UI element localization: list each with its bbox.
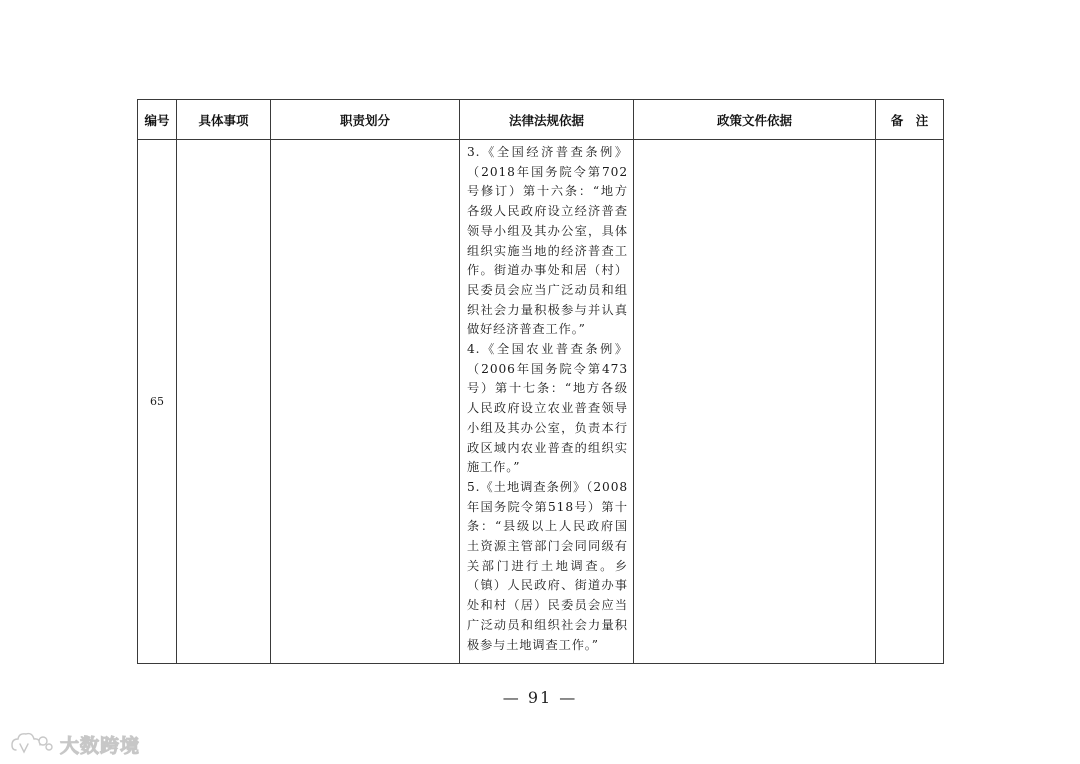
header-policy: 政策文件依据 (634, 100, 876, 140)
responsibility-table (137, 99, 944, 664)
cell-number: 65 (138, 140, 177, 664)
cell-policy (634, 140, 876, 664)
cell-law (460, 140, 634, 664)
law-paragraph: 3.《全国经济普查条例》（2018年国务院令第702号修订）第十六条：“地方各级人民政府设立经济普查领导小组及其办公室，具体组织实施当地的经济普查工作。街道办事处和居（村）民委员会应当广泛动员和组织社会力量积极参与并认真做好经济普查工作。” (467, 145, 628, 337)
header-duty: 职责划分 (271, 100, 460, 140)
law-text-block (460, 140, 633, 657)
header-item: 具体事项 (177, 100, 271, 140)
law-paragraph: 5.《土地调查条例》（2008年国务院令第518号）第十条：“县级以上人民政府国土资源主管部门会同同级有关部门进行土地调查。乡（镇）人民政府、街道办事处和村（居）民委员会应当广泛动员和组织社会力量积极参与土地调查工作。” (467, 479, 628, 652)
page-number: — 91 — (502, 688, 578, 707)
cell-note (876, 140, 944, 664)
law-paragraph: 4.《全国农业普查条例》（2006年国务院令第473号）第十七条：“地方各级人民政府设立农业普查领导小组及其办公室，负责本行政区域内农业普查的组织实施工作。” (467, 342, 628, 475)
cloud-logo-icon (10, 730, 54, 758)
cell-item (177, 140, 271, 664)
header-law: 法律法规依据 (460, 100, 634, 140)
header-number: 编号 (138, 100, 177, 140)
watermark-text: 大数跨境 (60, 734, 141, 757)
watermark (10, 729, 140, 759)
header-note: 备 注 (876, 100, 944, 140)
table-header-row (138, 100, 944, 140)
table-row (138, 140, 944, 664)
cell-duty (271, 140, 460, 664)
